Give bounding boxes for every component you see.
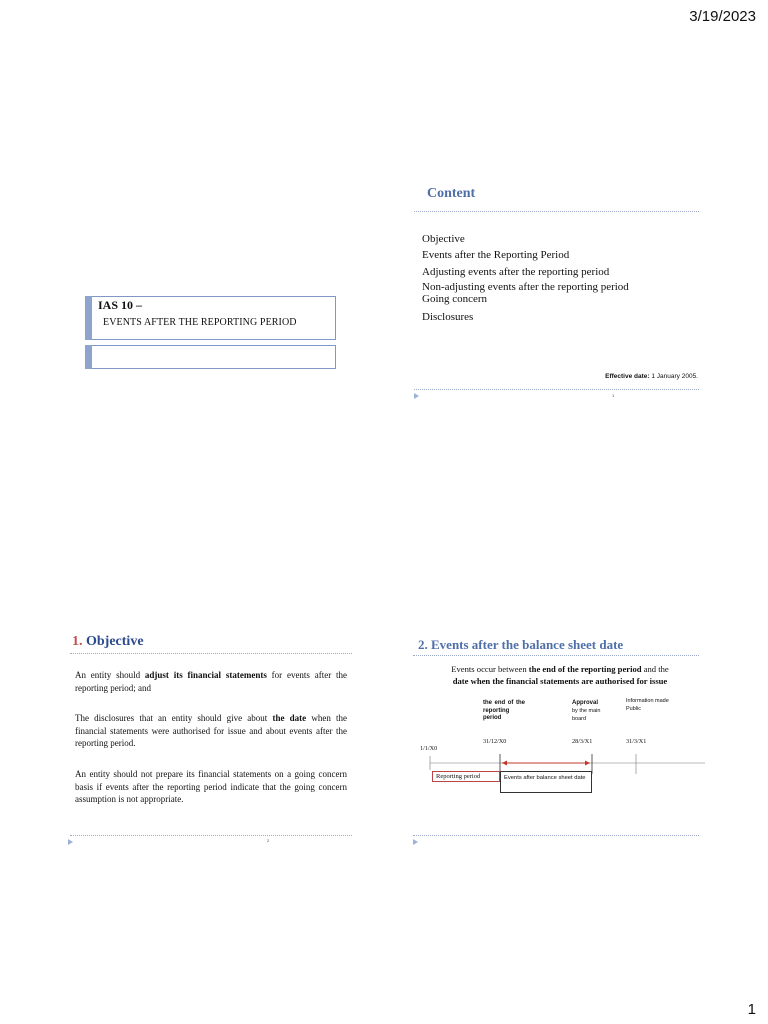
objective-title-number: 1. — [72, 634, 86, 649]
timeline-date-approval: 28/3/X1 — [572, 738, 593, 745]
effective-date-label: Effective date: — [605, 373, 650, 380]
bullet-arrow-icon — [414, 393, 419, 399]
paragraph-text: The disclosures that an entity should give about — [75, 713, 273, 723]
bullet-arrow-icon — [413, 839, 418, 845]
timeline-heading-public: Information made Public — [626, 698, 669, 712]
list-item: Going concern — [422, 293, 488, 306]
events-title: 2. Events after the balance sheet date — [418, 637, 624, 652]
timeline-heading-period-end: the end of the reporting period — [483, 700, 525, 722]
slide-number: 2 — [267, 838, 270, 843]
objective-title-text: Objective — [86, 634, 144, 649]
slide-title-heading: IAS 10 – — [98, 298, 143, 312]
timeline-date-period-end: 31/12/X0 — [483, 738, 507, 745]
paragraph-text: An entity should — [75, 670, 145, 680]
reporting-period-box: Reporting period — [432, 771, 500, 782]
paragraph-text: for events after the reporting period; and — [75, 670, 348, 693]
paragraph-emphasis: adjust its financial statements — [144, 670, 267, 680]
effective-date — [540, 373, 698, 380]
intro-emphasis: date when the financial statements are authorised for issue — [452, 676, 668, 687]
title-divider — [70, 653, 352, 654]
objective-paragraph — [75, 712, 347, 750]
events-after-box: Events after balance sheet date — [500, 771, 592, 793]
objective-title — [72, 634, 144, 650]
timeline-heading-approval: Approval — [572, 700, 599, 706]
events-intro — [415, 663, 705, 688]
page-number: 1 — [747, 1001, 756, 1018]
effective-date-value: 1 January 2005. — [649, 373, 698, 380]
subtitle-accent-bar — [85, 345, 92, 369]
footer-divider — [413, 835, 699, 836]
list-item: Disclosures — [422, 310, 474, 323]
intro-text: and the — [641, 664, 669, 674]
print-date: 3/19/2023 — [689, 8, 756, 25]
title-divider — [413, 655, 699, 656]
objective-paragraph: An entity should not prepare its financial statements on a going concern basis if events after the reporting period indicate that the going concern assumption is not appropriate. — [75, 769, 347, 805]
list-item: Events after the Reporting Period — [422, 248, 570, 261]
list-item: Non-adjusting events after the reporting period — [422, 281, 629, 294]
footer-divider — [414, 389, 699, 390]
footer-divider — [70, 835, 352, 836]
paragraph-text: when the financial statements were authorised for issue and about events after the reporting period. — [75, 713, 347, 749]
list-item: Adjusting events after the reporting period — [422, 265, 610, 278]
timeline-date-public: 31/3/X1 — [626, 738, 647, 745]
subtitle-frame — [85, 345, 336, 369]
timeline-approval-note: by the main board — [572, 708, 601, 722]
slide-number: 1 — [612, 393, 615, 398]
slide-title-subheading: EVENTS AFTER THE REPORTING PERIOD — [103, 317, 297, 328]
title-accent-bar — [85, 296, 92, 340]
timeline-date-start: 1/1/X0 — [420, 745, 438, 752]
objective-paragraph — [75, 669, 347, 694]
intro-emphasis: the end of the reporting period — [528, 664, 642, 674]
title-divider — [414, 211, 699, 212]
paragraph-emphasis: the date — [272, 713, 307, 723]
list-item: Objective — [422, 233, 465, 245]
content-list — [422, 232, 629, 326]
content-title: Content — [427, 186, 476, 201]
intro-text: Events occur between — [451, 664, 529, 674]
bullet-arrow-icon — [68, 839, 73, 845]
